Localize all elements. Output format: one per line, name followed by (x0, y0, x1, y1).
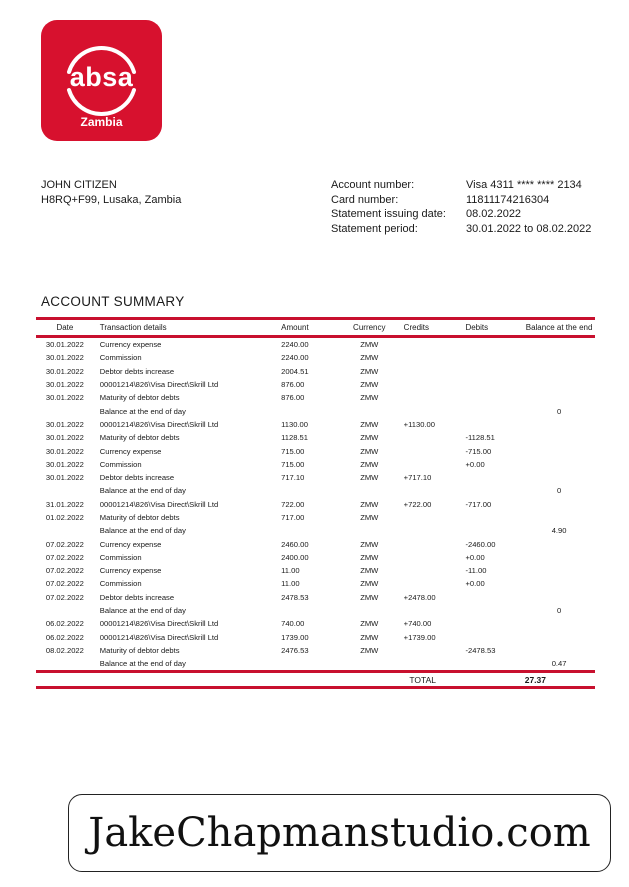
cell-currency: ZMW (360, 393, 379, 403)
cell-date: 07.02.2022 (45, 539, 84, 549)
table-row (36, 537, 595, 550)
cell-currency: ZMW (360, 499, 379, 509)
info-label: Statement issuing date: (331, 208, 446, 220)
cell-date: 30.01.2022 (45, 433, 84, 443)
total-label: TOTAL (409, 674, 436, 685)
cell-amount: 2240.00 (281, 353, 309, 363)
info-row (331, 207, 591, 222)
table-row (36, 524, 595, 537)
cell-date: 07.02.2022 (45, 592, 84, 602)
cell-details: Balance at the end of day (99, 606, 186, 616)
cell-details: Debtor debts increase (99, 592, 175, 602)
cell-amount: 1130.00 (281, 419, 308, 429)
cell-currency: ZMW (360, 645, 379, 655)
cell-details: Maturity of debtor debts (99, 393, 180, 403)
table-row (36, 577, 595, 590)
table-row (36, 551, 595, 564)
col-header-debits: Debits (465, 323, 489, 332)
table-row (36, 471, 595, 484)
cell-amount: 11.00 (281, 579, 300, 589)
col-header-balance: Balance at the end (525, 323, 593, 332)
cell-details: 00001214\826\Visa Direct\Skrill Ltd (99, 619, 219, 629)
cell-details: Balance at the end of day (99, 486, 186, 496)
cell-amount: 11.00 (281, 566, 300, 576)
cell-balance: 0.47 (551, 659, 567, 669)
col-header-amount: Amount (281, 323, 309, 332)
account-holder (41, 178, 181, 207)
cell-amount: 717.10 (281, 473, 305, 483)
absa-logo (41, 20, 162, 141)
cell-currency: ZMW (360, 446, 379, 456)
cell-amount: 876.00 (281, 393, 305, 403)
cell-amount: 715.00 (281, 459, 305, 469)
cell-credit: +722.00 (403, 499, 432, 509)
col-header-date: Date (56, 323, 74, 332)
cell-details: 00001214\826\Visa Direct\Skrill Ltd (99, 419, 219, 429)
table-header (36, 320, 595, 338)
cell-details: Maturity of debtor debts (99, 645, 180, 655)
total-value: 27.37 (524, 674, 546, 685)
cell-details: Commission (99, 353, 142, 363)
table-row (36, 378, 595, 391)
cell-currency: ZMW (360, 366, 379, 376)
table-row (36, 404, 595, 417)
info-row (331, 193, 591, 208)
cell-date: 30.01.2022 (45, 446, 84, 456)
cell-debit: -715.00 (465, 446, 492, 456)
col-header-credits: Credits (403, 323, 430, 332)
section-title: ACCOUNT SUMMARY (41, 294, 185, 309)
cell-details: Commission (99, 579, 142, 589)
cell-currency: ZMW (360, 433, 379, 443)
cell-amount: 876.00 (281, 380, 305, 390)
cell-currency: ZMW (360, 473, 379, 483)
table-row (36, 657, 595, 670)
info-row (331, 178, 591, 193)
cell-date: 01.02.2022 (45, 513, 84, 522)
table-row (36, 365, 595, 378)
table-row (36, 591, 595, 604)
cell-debit: -11.00 (465, 566, 487, 576)
cell-debit: -2460.00 (465, 539, 496, 549)
cell-details: Commission (99, 552, 142, 562)
table-row (36, 604, 595, 617)
cell-details: Currency expense (99, 446, 162, 456)
cell-details: Currency expense (99, 340, 162, 350)
cell-date: 30.01.2022 (45, 393, 84, 403)
col-header-currency: Currency (353, 323, 386, 332)
cell-debit: +0.00 (465, 579, 485, 589)
cell-amount: 1128.51 (281, 433, 308, 443)
cell-date: 07.02.2022 (45, 566, 84, 576)
cell-date: 30.01.2022 (45, 473, 84, 483)
cell-currency: ZMW (360, 380, 379, 390)
cell-date: 06.02.2022 (45, 619, 84, 629)
info-label: Card number: (331, 193, 399, 206)
table-row (36, 498, 595, 511)
cell-balance: 4.90 (551, 526, 567, 536)
cell-details: 00001214\826\Visa Direct\Skrill Ltd (99, 380, 219, 390)
cell-date: 07.02.2022 (45, 552, 84, 562)
cell-currency: ZMW (360, 539, 379, 549)
info-value: 30.01.2022 to 08.02.2022 (466, 222, 592, 235)
cell-amount: 717.00 (281, 513, 305, 522)
table-row (36, 418, 595, 431)
cell-credit: +740.00 (403, 619, 432, 629)
cell-date: 08.02.2022 (45, 645, 84, 655)
cell-details: Debtor debts increase (99, 473, 175, 483)
cell-amount: 2240.00 (281, 340, 309, 350)
watermark: JakeChapmanstudio.com (68, 794, 611, 872)
total-row (36, 670, 595, 689)
cell-balance: 0 (556, 606, 562, 616)
cell-details: 00001214\826\Visa Direct\Skrill Ltd (99, 499, 219, 509)
cell-details: Maturity of debtor debts (99, 513, 180, 522)
cell-currency: ZMW (360, 552, 379, 562)
cell-details: Currency expense (99, 539, 162, 549)
info-row (331, 222, 591, 237)
cell-debit: -717.00 (465, 499, 492, 509)
cell-amount: 2400.00 (281, 552, 309, 562)
cell-credit: +717.10 (403, 473, 432, 483)
cell-details: Balance at the end of day (99, 526, 186, 536)
cell-amount: 2478.53 (281, 592, 309, 602)
table-row (36, 511, 595, 524)
table-row (36, 458, 595, 471)
cell-currency: ZMW (360, 340, 379, 350)
holder-name: JOHN CITIZEN (41, 179, 117, 191)
cell-debit: +0.00 (465, 552, 485, 562)
table-row (36, 644, 595, 657)
cell-date: 30.01.2022 (45, 419, 84, 429)
cell-debit: +0.00 (465, 459, 485, 469)
cell-credit: +1130.00 (403, 419, 435, 429)
cell-date: 30.01.2022 (45, 380, 84, 390)
cell-date: 30.01.2022 (45, 353, 84, 363)
cell-details: Currency expense (99, 566, 162, 576)
table-row (36, 338, 595, 351)
table-row (36, 484, 595, 497)
logo-country: Zambia (80, 115, 123, 129)
cell-balance: 0 (556, 486, 562, 496)
info-label: Statement period: (331, 222, 418, 235)
cell-amount: 722.00 (281, 499, 305, 509)
table-row (36, 564, 595, 577)
cell-date: 07.02.2022 (45, 579, 84, 589)
table-row (36, 431, 595, 444)
cell-date: 30.01.2022 (45, 366, 84, 376)
cell-amount: 2476.53 (281, 645, 309, 655)
cell-currency: ZMW (360, 632, 379, 642)
cell-currency: ZMW (360, 566, 379, 576)
cell-details: Balance at the end of day (99, 659, 186, 669)
info-value: Visa 4311 **** **** 2134 (466, 179, 582, 191)
cell-currency: ZMW (360, 459, 379, 469)
cell-details: Balance at the end of day (99, 406, 186, 416)
logo-brand-name: absa (69, 62, 134, 92)
cell-amount: 2460.00 (281, 539, 309, 549)
cell-currency: ZMW (360, 419, 379, 429)
cell-currency: ZMW (360, 592, 379, 602)
cell-currency: ZMW (360, 513, 379, 522)
col-header-details: Transaction details (99, 323, 167, 332)
cell-date: 31.01.2022 (45, 499, 84, 509)
cell-amount: 740.00 (281, 619, 305, 629)
cell-amount: 715.00 (281, 446, 305, 456)
table-row (36, 631, 595, 644)
cell-date: 06.02.2022 (45, 632, 84, 642)
transactions-table (36, 317, 595, 689)
table-row (36, 444, 595, 457)
cell-amount: 1739.00 (281, 632, 309, 642)
account-info (331, 178, 591, 236)
cell-currency: ZMW (360, 579, 379, 589)
cell-debit: -1128.51 (465, 433, 495, 443)
holder-address: H8RQ+F99, Lusaka, Zambia (41, 193, 182, 206)
table-row (36, 391, 595, 404)
cell-details: Debtor debts increase (99, 366, 175, 376)
cell-details: Commission (99, 459, 142, 469)
cell-date: 30.01.2022 (45, 459, 84, 469)
cell-currency: ZMW (360, 619, 379, 629)
table-body (36, 338, 595, 670)
cell-details: 00001214\826\Visa Direct\Skrill Ltd (99, 632, 219, 642)
table-row (36, 351, 595, 364)
cell-details: Maturity of debtor debts (99, 433, 180, 443)
cell-credit: +1739.00 (403, 632, 436, 642)
cell-currency: ZMW (360, 353, 379, 363)
cell-balance: 0 (556, 406, 562, 416)
cell-date: 30.01.2022 (45, 340, 84, 350)
cell-credit: +2478.00 (403, 592, 436, 602)
info-label: Account number: (331, 179, 415, 191)
cell-debit: -2478.53 (465, 645, 496, 655)
cell-amount: 2004.51 (281, 366, 309, 376)
info-value: 08.02.2022 (466, 208, 522, 220)
table-row (36, 617, 595, 630)
info-value: 11811174216304 (466, 193, 550, 206)
